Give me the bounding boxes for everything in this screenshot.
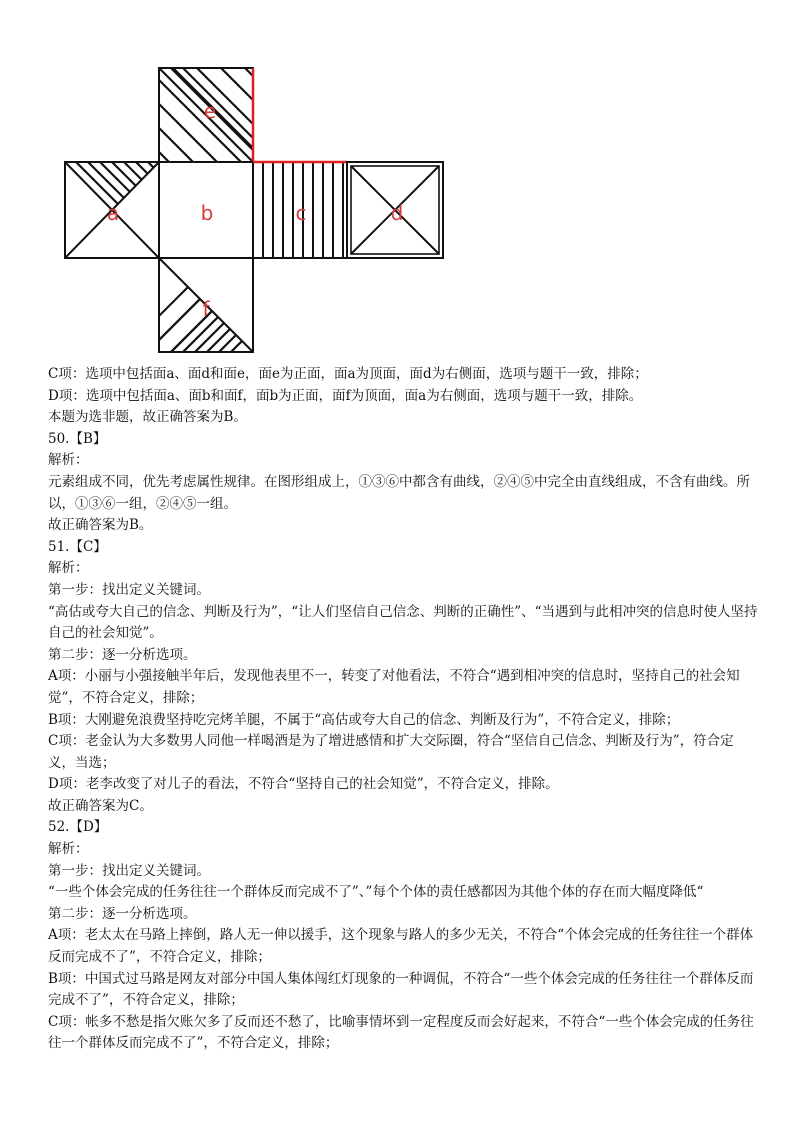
question-number: 51.【C】 [48,538,107,555]
cube-net-figure [0,0,800,364]
analysis-heading: 解析： [48,841,89,858]
face-c-label: c [295,201,307,225]
text-line: B项：大刚避免浪费坚持吃完烤羊腿，不属于“高估或夸大自己的信念、判断及行为”，不符合定义，排除； [48,711,680,728]
text-line: 第一步：找出定义关键词。 [48,581,210,598]
question-number: 50.【B】 [48,430,107,447]
analysis-heading: 解析： [48,560,89,577]
face-a [40,162,196,258]
text-line: 第二步：逐一分析选项。 [48,905,197,922]
text-line: D项：选项中包括面a、面b和面f，面b为正面，面f为顶面，面a为右侧面，选项与题干一致，排除。 [48,387,643,404]
text-line: 本题为选非题，故正确答案为B。 [48,409,247,426]
text-line: C项：选项中包括面a、面d和面e，面e为正面，面a为顶面，面d为右侧面，选项与题干一致，排除； [48,366,648,382]
face-a-label: a [106,201,120,225]
text-line: “高估或夸大自己的信念、判断及行为”，“让人们坚信自己信念、判断的正确性”、“当遇到与此相冲突的信息时使人坚持自己的社会知觉”。 [48,603,758,642]
face-b [159,162,253,258]
text-line: C项：帐多不愁是指欠账欠多了反而还不愁了，比喻事情坏到一定程度反而会好起来，不符合“一些个体会完成的任务往往一个群体反而完成不了”，不符合定义，排除； [48,1013,754,1052]
text-line: 第一步：找出定义关键词。 [48,862,210,879]
text-line: A项：小丽与小强接触半年后，发现他表里不一，转变了对他看法，不符合“遇到相冲突的信息时，坚持自己的社会知觉”，不符合定义，排除； [48,668,740,706]
solution-text [48,364,758,1055]
text-line: “一些个体会完成的任务往往一个群体反而完成不了”、”每个个体的责任感都因为其他个体的存在而大幅度降低“ [48,884,704,901]
face-f-label: f [202,297,210,321]
face-b-label: b [200,201,214,225]
question-number: 52.【D】 [48,819,108,836]
face-f [111,258,253,364]
text-line: B项：中国式过马路是网友对部分中国人集体闯红灯现象的一种调侃，不符合“一些个体会完成的任务往往一个群体反而完成不了”，不符合定义，排除； [48,970,754,1009]
face-e-label: e [203,99,217,123]
face-e [159,56,339,162]
text-line: 故正确答案为C。 [48,797,153,814]
face-d-label: d [390,201,404,225]
text-line: 元素组成不同，优先考虑属性规律。在图形组成上，①③⑥中都含有曲线，②④⑤中完全由直线组成，不含有曲线。所以，①③⑥一组，②④⑤一组。 [48,473,750,512]
face-c [253,162,347,258]
text-line: 第二步：逐一分析选项。 [48,646,197,663]
text-line: 故正确答案为B。 [48,517,153,534]
text-line: D项：老李改变了对儿子的看法，不符合“坚持自己的社会知觉”，不符合定义，排除。 [48,776,559,793]
text-line: A项：老太太在马路上摔倒，路人无一伸以援手，这个现象与路人的多少无关，不符合“个体会完成的任务往往一个群体反而完成不了”，不符合定义，排除； [48,927,754,966]
text-line: C项：老金认为大多数男人同他一样喝酒是为了增进感情和扩大交际圈，符合“坚信自己信念、判断及行为”，符合定义，当选； [48,733,734,771]
analysis-heading: 解析： [48,452,89,469]
face-d [347,162,443,258]
